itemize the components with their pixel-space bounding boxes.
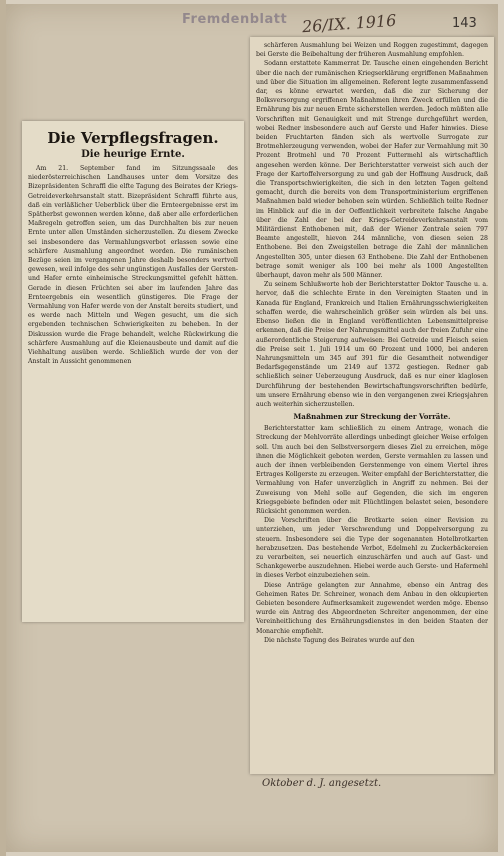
- article-headline: Die Verpflegsfragen.: [47, 129, 219, 147]
- left-paragraph: Am 21. September fand im Sitzungssaale des niederösterreichischen Landhauses unter dem Vorsitze des Bizepräsidenten Schraffl die elfte Tagung des Beirates der Kriegs-Getreideverkehrsanstalt statt. Bizepräsident Schraffl führte aus, daß ein verläßlicher Ueberblick über die Ernteergebnisse erst im Spätherbst gewonnen werden könne, daß aber alle erforderlichen Maßregeln getroffen seien, um das Durchhalten bis zur neuen Ernte unter allen Umständen sicherzustellen. Zu diesem Zwecke sei insbesondere das Vermahlungsverbot erlassen sowie eine schärfere Ausmahlung angeordnet worden. Die rumänischen Bezüge seien im vergangenen Jahre deshalb besonders wertvoll gewesen, weil infolge des sehr ungünstigen Ausfalles der Gersten- und Hafer ernte einheimische Streckungsmittel gefehlt hätten. Gerade in diesen Früchten sei aber im laufenden Jahre das Ernteergebnis ein wesentlich günstigeres. Die Frage der Vermahlung von Hafer werde von der Anstalt bereits studiert, und es werde nach Mitteln und Wegen gesucht, um die sich ergebenden technischen Schwierigkeiten zu beheben. In der Diskussion wurde die Frage behandelt, welche Rückwirkung die schärfere Ausmahlung auf die Kleienausbeute und damit auf die Viehhaltung ausüben werde. Schließlich wurde der von der Anstalt in Aussicht genommenen: [28, 165, 238, 366]
- left-column-text: [28, 164, 238, 366]
- section-title: Maßnahmen zur Streckung der Vorräte.: [293, 412, 451, 422]
- right-column-text: [256, 41, 488, 409]
- article-subhead: Die heurige Ernte.: [81, 149, 185, 160]
- right-paragraph: Diese Anträge gelangten zur Annahme, ebenso ein Antrag des Geheimen Rates Dr. Schreiner, wonach dem Anbau in den okkupierten Gebieten besondere Aufmerksamkeit zugewendet werden möge. Ebenso wurde ein Antrag des Abgeordneten Schreiter angenommen, der eine Vereinheitlichung des Ernährungsdienstes in den beiden Staaten der Monarchie empfiehlt.: [256, 581, 488, 635]
- newspaper-stamp: Fremdenblatt: [182, 12, 288, 27]
- right-paragraph: Die nächste Tagung des Beirates wurde auf den: [264, 636, 415, 644]
- page-number: 143: [452, 16, 477, 31]
- clipping-left-column: [22, 121, 244, 622]
- clipping-right-column: [250, 37, 494, 774]
- right-paragraph: Zu seinem Schlußworte hob der Berichterstatter Doktor Tausche u. a. hervor, daß die schlechte Ernte in den Vereinigten Staaten und in Kanada für England, Frankreich und Italien Ernährungsschwierigkeiten schaffen werde, die wahrscheinlich größer sein würden als bei uns. Ebenso ließen die in England veröffentlichten Lebensmittelpreise erkennen, daß die Preise der Nahrungsmittel auch der freien Zufuhr eine außerordentliche Steigerung aufweisen: Bei Getreide und Fleisch seien die Preise seit 1. Juli 1914 um 60 Prozent und 1000, bei anderen Nahrungsmitteln um 345 auf 391 für die Gesamtheit notwendiger Bedarfsgegenstände um 2149 auf 1372 gestiegen. Redner gab schließlich seiner Ueberzeugung Ausdruck, daß es nur einer klaglosen Durchführung der bestehenden Bewirtschaftungsvorschriften bedürfe, um unsere Ernährung ebenso wie in den vergangenen zwei Kriegsjahren auch weiterhin sicherzustellen.: [256, 281, 488, 408]
- right-paragraph: Sodann erstattete Kammerrat Dr. Tausche einen eingehenden Bericht über die nach der rumänischen Kriegserklärung ergriffenen Maßnahmen und über die Situation im allgemeinen. Referent legte zusammenfassend dar, es könne erwartet werden, daß die zur Sicherung der Bolksversorgung ergriffenen Maßnahmen ihren Zweck erfüllen und die Ernährung bis zur neuen Ernte sicherstellen werden. Jedoch müßten alle Vorschriften mit Genauigkeit und mit Strenge durchgeführt werden, wobei Redner insbesondere auch auf Gerste und Hafer hinwies. Diese beiden Fruchtarten fänden sich als wertvolle Surrogate zur Brotmehlerzeugung verwenden, wobei der Hafer zur Vermahlung mit 30 Prozent Brotmehl und 70 Prozent Futtermehl als wirtschaftlich angesehen werden könne. Der Berichterstatter verweist sich auch der Frage der Kartoffelversorgung zu und gab der Hoffnung Ausdruck, daß die Transportschwierigkeiten, die sich in den letzten Tagen geltend gemacht, durch die bereits von dem Transportministerium ergriffenen Maßnahmen bald wieder behoben sein würden. Schließlich teilte Redner im Hinblick auf die in der Oeffentlichkeit verbreitete falsche Angabe über die Zahl der bei der Kriegs-Getreideverkehrsanstalt vom Militärdienst Enthobenen mit, daß der Wiener Zentrale seien 797 Beamte angestellt, hievon 244 männliche, von diesen seien 28 Enthobene. Bei den Zweigstellen betrage die Zahl der männlichen Angestellten 305, unter diesen 63 Enthobene. Die Zahl der Enthobenen betrage somit weniger als 100 bei mehr als 1000 Angestellten überhaupt, davon mehr als 500 Männer.: [256, 60, 488, 280]
- right-paragraph: Berichterstatter kam schließlich zu einem Antrage, wonach die Streckung der Mehlvorräte allerdings unbedingt gleicher Weise erfolgen soll. Um auch bei den Selbstversorgern dieses Ziel zu erreichen, möge ihnen die Möglichkeit geboten werden, Gerste vermahlen zu lassen und auch der ihnen verbleibenden Gerstenmenge von einem Viertel ihres Ertrages Kollgerste zu erzeugen. Weiter empfahl der Berichterstatter, die Vermahlung von Hafer unverzüglich in Angriff zu nehmen. Bei der Zuweisung von Mehl solle auf Gegenden, die sich im engeren Kriegsgebiete befinden oder mit Flüchtlingen belastet seien, besondere Rücksicht genommen werden.: [256, 425, 488, 515]
- right-paragraph: schärferen Ausmahlung bei Weizen und Roggen zugestimmt, dagegen bei Gerste die Beibehaltung der früheren Ausmahlung empfohlen.: [256, 42, 488, 59]
- closing-line: Oktober d. J. angesetzt.: [262, 778, 382, 789]
- right-column-text-2: [256, 424, 488, 645]
- right-paragraph: Die Vorschriften über die Brotkarte seien einer Revision zu unterziehen, um jeder Verschwendung und Doppelversorgung zu steuern. Insbesondere sei die Type der sogenannten Hotelbrotkarten herabzusetzen. Das bestehende Verbot, Edelmehl zu Zuckerbäckereien zu verarbeiten, sei neuerlich einzuschärfen und auch auf Gast- und Schankgewerbe auszudehnen. Hiebei werde auch Gerste- und Hafermehl in dieses Verbot einzubeziehen sein.: [256, 517, 488, 580]
- handwritten-date: 26/IX. 1916: [301, 10, 397, 37]
